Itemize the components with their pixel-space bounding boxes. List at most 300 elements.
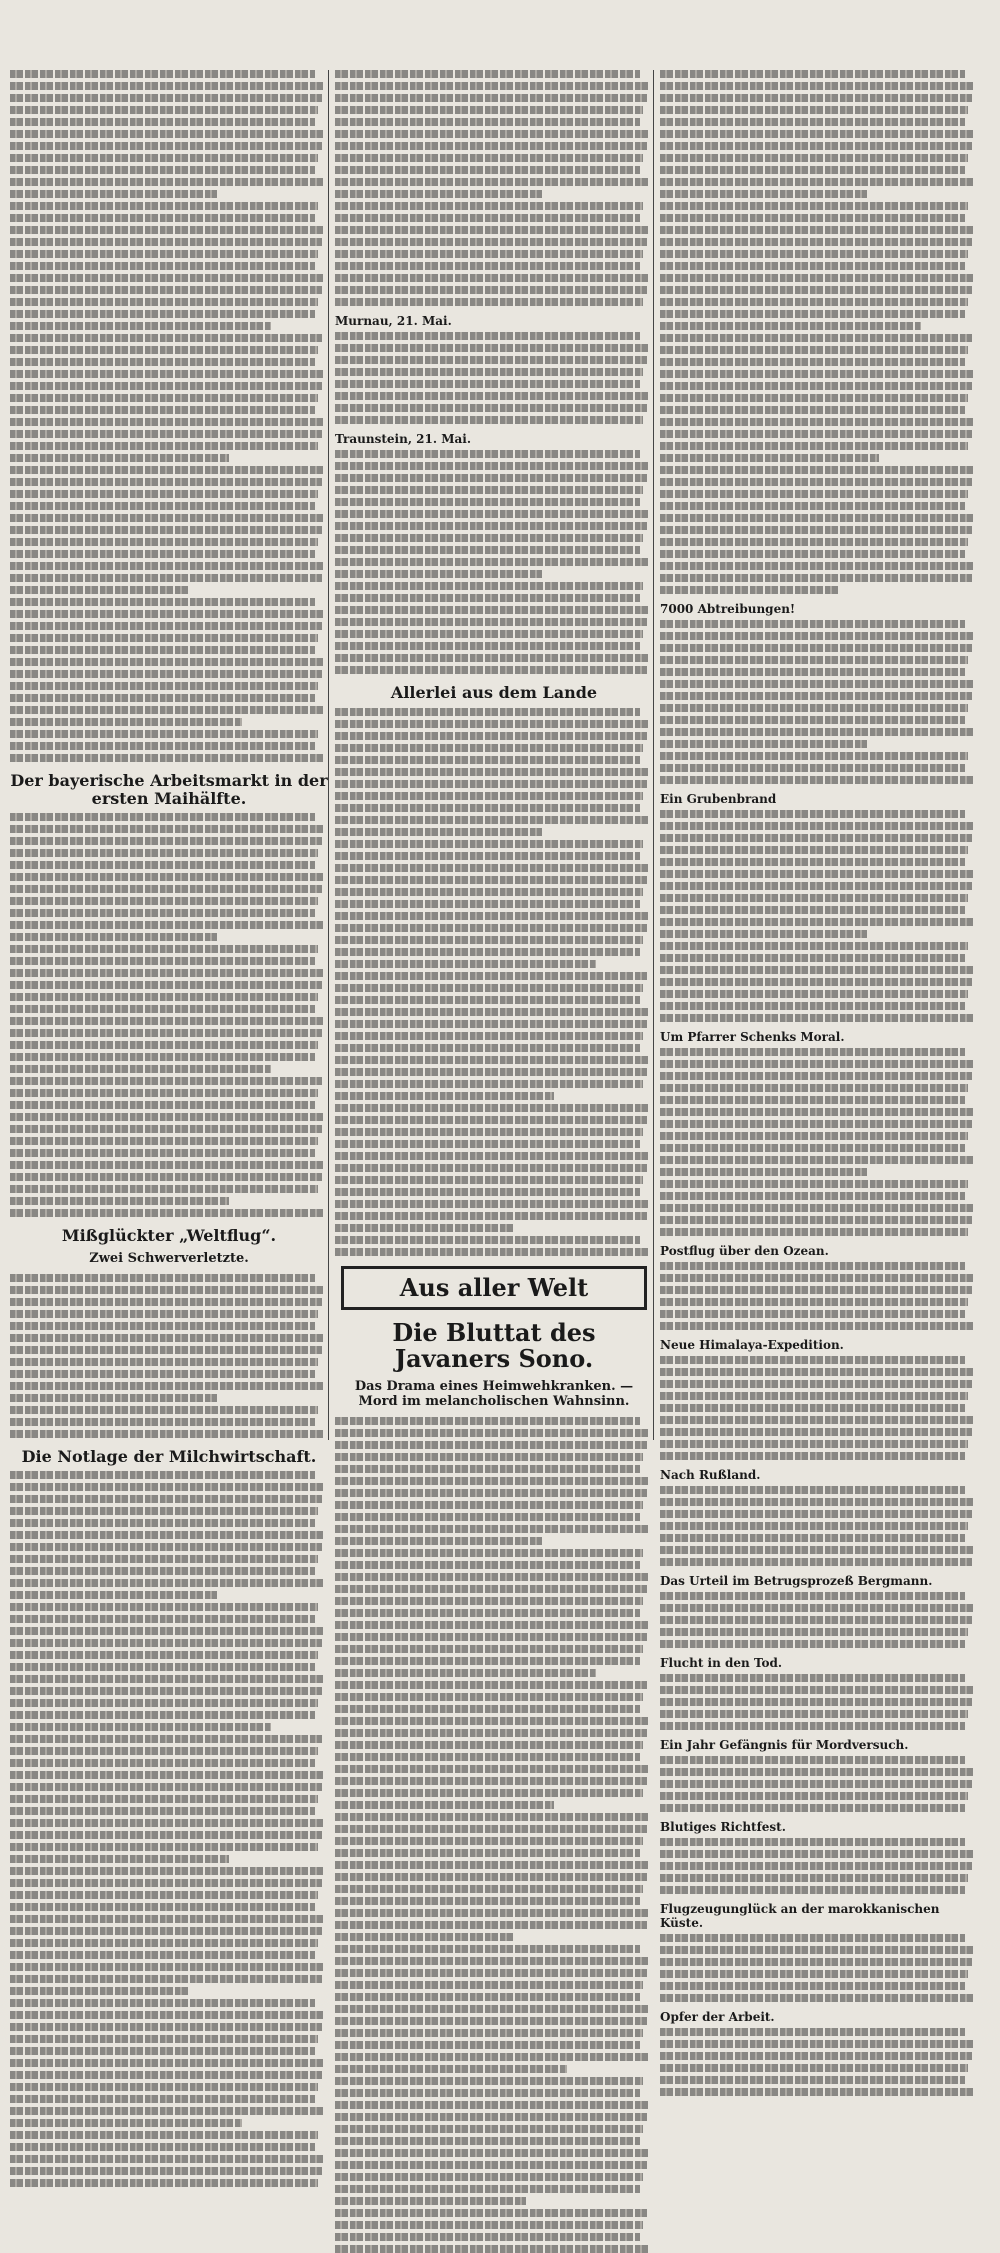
text-line — [10, 2059, 325, 2067]
text-line — [10, 2047, 315, 2055]
text-line — [660, 1452, 965, 1460]
text-line — [10, 1939, 318, 1947]
text-line — [660, 1132, 968, 1140]
text-line — [10, 1855, 229, 1863]
text-line — [10, 202, 318, 210]
text-line — [660, 1874, 968, 1882]
kicker: Neue Himalaya-Expedition. — [660, 1338, 844, 1352]
text-line — [335, 1429, 650, 1437]
text-line — [335, 1501, 643, 1509]
text-line — [10, 430, 322, 438]
text-line — [660, 1380, 972, 1388]
column-right — [660, 70, 978, 2024]
text-line — [335, 558, 650, 566]
text-line — [10, 2155, 325, 2163]
text-line — [10, 142, 322, 150]
text-line — [335, 1825, 647, 1833]
text-line — [335, 666, 647, 674]
text-line — [660, 858, 965, 866]
text-line — [660, 942, 968, 950]
text-line — [10, 598, 315, 606]
section-title: Aus aller Welt — [399, 1272, 589, 1302]
text-line — [335, 570, 542, 578]
text-line — [660, 620, 965, 628]
text-line — [335, 1933, 513, 1941]
text-line — [335, 744, 643, 752]
text-line — [335, 1681, 647, 1689]
text-line — [10, 2083, 318, 2091]
article-body — [10, 70, 328, 762]
text-line — [660, 1970, 968, 1978]
kicker: Nach Rußland. — [660, 1468, 761, 1482]
text-line — [10, 2071, 322, 2079]
text-line — [660, 834, 972, 842]
text-line — [660, 166, 965, 174]
text-line — [660, 538, 968, 546]
text-line — [660, 692, 972, 700]
text-line — [660, 1002, 965, 1010]
text-line — [10, 993, 318, 1001]
text-line — [10, 262, 315, 270]
text-line — [660, 526, 972, 534]
text-line — [10, 1915, 325, 1923]
text-line — [10, 1987, 188, 1995]
text-line — [660, 514, 975, 522]
text-line — [10, 1867, 325, 1875]
text-line — [335, 1212, 647, 1220]
text-line — [660, 1310, 965, 1318]
text-line — [335, 1477, 650, 1485]
text-line — [660, 1356, 965, 1364]
text-line — [335, 2137, 640, 2145]
text-line — [335, 1068, 647, 1076]
article-body — [335, 70, 653, 306]
text-line — [660, 454, 879, 462]
text-line — [10, 1771, 325, 1779]
article-body — [660, 1934, 978, 2002]
headline: Allerlei aus dem Lande — [390, 683, 598, 702]
text-line — [660, 930, 867, 938]
text-line — [335, 274, 650, 282]
text-line — [335, 298, 643, 306]
text-line — [10, 478, 322, 486]
text-line — [335, 1188, 640, 1196]
text-line — [335, 368, 643, 376]
text-line — [335, 202, 643, 210]
text-line — [335, 936, 643, 944]
text-line — [10, 718, 242, 726]
section-box — [341, 1266, 647, 1310]
text-line — [10, 754, 325, 762]
text-line — [660, 1274, 975, 1282]
text-line — [660, 1014, 975, 1022]
text-line — [10, 849, 318, 857]
kicker: Ein Jahr Gefängnis für Mordversuch. — [660, 1738, 909, 1752]
text-line — [10, 670, 322, 678]
text-line — [10, 382, 322, 390]
text-line — [10, 1807, 315, 1815]
text-line — [335, 2221, 643, 2229]
text-line — [335, 380, 640, 388]
text-line — [10, 1735, 322, 1743]
text-line — [10, 1113, 325, 1121]
text-line — [660, 822, 975, 830]
text-line — [660, 442, 968, 450]
text-line — [660, 1982, 965, 1990]
subheadline: Das Drama eines Heimwehkranken. — Mord im melancholischen Wahnsinn. — [354, 1378, 634, 1409]
text-line — [660, 1368, 975, 1376]
text-line — [10, 1065, 271, 1073]
text-line — [660, 1168, 867, 1176]
text-line — [10, 1711, 315, 1719]
text-line — [335, 238, 647, 246]
text-line — [660, 1780, 972, 1788]
article-body — [660, 1592, 978, 1648]
text-line — [335, 876, 647, 884]
text-line — [660, 870, 975, 878]
text-line — [660, 1838, 965, 1846]
text-line — [660, 704, 968, 712]
text-line — [660, 1156, 975, 1164]
text-line — [335, 732, 647, 740]
article-body — [10, 1274, 328, 1438]
text-line — [335, 498, 640, 506]
text-line — [335, 1741, 643, 1749]
text-line — [335, 166, 640, 174]
text-line — [10, 1627, 325, 1635]
text-line — [10, 118, 315, 126]
text-line — [660, 310, 965, 318]
text-line — [660, 1262, 965, 1270]
text-line — [660, 978, 972, 986]
text-line — [335, 1573, 650, 1581]
text-line — [335, 1765, 650, 1773]
text-line — [660, 1628, 968, 1636]
kicker: 7000 Abtreibungen! — [660, 602, 796, 616]
text-line — [10, 1951, 315, 1959]
text-line — [660, 1722, 965, 1730]
text-line — [660, 740, 867, 748]
text-line — [660, 2064, 968, 2072]
text-line — [335, 1224, 513, 1232]
text-line — [10, 1615, 315, 1623]
text-line — [10, 1639, 322, 1647]
text-line — [660, 286, 972, 294]
text-line — [335, 1921, 647, 1929]
text-line — [10, 82, 325, 90]
text-line — [335, 474, 647, 482]
text-line — [10, 1879, 322, 1887]
text-line — [10, 190, 217, 198]
text-line — [10, 1089, 318, 1097]
text-line — [10, 1029, 322, 1037]
text-line — [335, 1993, 640, 2001]
text-line — [335, 392, 650, 400]
kicker: Flugzeugunglück an der marokkanischen Küste. — [660, 1902, 940, 1930]
text-line — [335, 130, 650, 138]
text-line — [10, 274, 325, 282]
text-line — [10, 969, 325, 977]
text-line — [660, 1298, 968, 1306]
article-body — [660, 810, 978, 1022]
column-rule — [328, 70, 329, 1440]
text-line — [10, 622, 322, 630]
text-line — [660, 1322, 975, 1330]
text-line — [335, 70, 640, 78]
text-line — [10, 1831, 322, 1839]
text-line — [10, 94, 322, 102]
text-line — [335, 534, 643, 542]
text-line — [335, 756, 640, 764]
text-line — [335, 1621, 650, 1629]
article-body — [10, 813, 328, 1217]
column-left — [10, 70, 328, 1466]
text-line — [660, 2040, 975, 2048]
text-line — [660, 466, 975, 474]
text-line — [660, 1048, 965, 1056]
text-line — [660, 680, 975, 688]
text-line — [335, 82, 650, 90]
text-line — [10, 2095, 315, 2103]
kicker: Ein Grubenbrand — [660, 792, 777, 806]
text-line — [335, 2005, 650, 2013]
article-body — [10, 1471, 328, 2187]
text-line — [335, 190, 542, 198]
text-line — [660, 70, 965, 78]
text-line — [335, 1152, 650, 1160]
text-line — [335, 546, 640, 554]
text-line — [335, 1441, 647, 1449]
text-line — [335, 606, 650, 614]
text-line — [660, 382, 972, 390]
text-line — [335, 486, 643, 494]
text-line — [335, 888, 643, 896]
text-line — [10, 1495, 322, 1503]
text-line — [660, 358, 965, 366]
text-line — [660, 1616, 972, 1624]
text-line — [335, 1669, 596, 1677]
text-line — [335, 2041, 640, 2049]
text-line — [660, 1592, 965, 1600]
text-line — [335, 1969, 647, 1977]
text-line — [335, 510, 650, 518]
text-line — [10, 1759, 315, 1767]
text-line — [660, 882, 972, 890]
text-line — [660, 1392, 968, 1400]
text-line — [335, 1633, 647, 1641]
text-line — [660, 406, 965, 414]
text-line — [335, 1717, 650, 1725]
article-body — [660, 620, 978, 784]
text-line — [10, 1903, 315, 1911]
text-line — [10, 1567, 315, 1575]
text-line — [335, 1104, 650, 1112]
text-line — [660, 846, 968, 854]
text-line — [660, 1428, 972, 1436]
text-line — [335, 1837, 643, 1845]
text-line — [10, 1687, 322, 1695]
text-line — [335, 522, 647, 530]
article-body — [335, 708, 653, 1256]
text-line — [10, 130, 325, 138]
text-line — [10, 586, 188, 594]
text-line — [660, 728, 975, 736]
text-line — [660, 562, 975, 570]
article-body — [660, 1356, 978, 1460]
text-line — [10, 1603, 318, 1611]
text-line — [10, 1053, 315, 1061]
text-line — [10, 909, 315, 917]
text-line — [335, 996, 640, 1004]
text-line — [335, 1957, 650, 1965]
text-line — [335, 1789, 643, 1797]
headline: Mißglückter „Weltflug“. — [61, 1226, 277, 1246]
text-line — [335, 226, 650, 234]
text-line — [335, 708, 640, 716]
kicker: Flucht in den Tod. — [660, 1656, 783, 1670]
text-line — [660, 178, 975, 186]
text-line — [335, 852, 640, 860]
text-line — [335, 1092, 554, 1100]
text-line — [335, 2185, 640, 2193]
text-line — [10, 1077, 322, 1085]
text-line — [10, 1101, 315, 1109]
text-line — [335, 1200, 650, 1208]
text-line — [660, 298, 968, 306]
text-line — [335, 1080, 643, 1088]
text-line — [335, 2077, 643, 2085]
text-line — [335, 972, 647, 980]
text-line — [335, 2197, 526, 2205]
text-line — [660, 1060, 975, 1068]
text-line — [10, 1531, 325, 1539]
text-line — [335, 780, 647, 788]
text-line — [10, 562, 325, 570]
article-body — [335, 450, 653, 674]
text-line — [10, 238, 322, 246]
text-line — [10, 1370, 315, 1378]
text-line — [660, 118, 965, 126]
text-line — [10, 466, 325, 474]
article-body — [335, 332, 653, 424]
text-line — [10, 1663, 315, 1671]
text-line — [10, 1963, 325, 1971]
text-line — [335, 1645, 643, 1653]
text-line — [660, 94, 972, 102]
text-line — [335, 404, 647, 412]
text-line — [335, 1693, 643, 1701]
text-line — [660, 1710, 968, 1718]
text-line — [335, 2065, 567, 2073]
text-line — [335, 582, 643, 590]
subheadline: Zwei Schwerverletzte. — [89, 1250, 249, 1266]
text-line — [10, 1723, 271, 1731]
text-line — [10, 1483, 325, 1491]
text-line — [335, 2209, 647, 2217]
text-line — [10, 730, 318, 738]
text-line — [660, 810, 965, 818]
text-line — [660, 430, 972, 438]
text-line — [10, 1298, 322, 1306]
text-line — [660, 490, 968, 498]
text-line — [335, 1537, 542, 1545]
kicker: Postflug über den Ozean. — [660, 1244, 829, 1258]
text-line — [10, 1891, 318, 1899]
text-line — [335, 106, 643, 114]
text-line — [335, 900, 640, 908]
text-line — [10, 358, 315, 366]
text-line — [10, 1185, 318, 1193]
text-line — [660, 1934, 965, 1942]
text-line — [335, 864, 650, 872]
text-line — [660, 1850, 975, 1858]
text-line — [660, 370, 975, 378]
text-line — [10, 1651, 318, 1659]
text-line — [660, 894, 968, 902]
text-line — [10, 226, 325, 234]
text-line — [335, 1236, 640, 1244]
text-line — [10, 1975, 322, 1983]
text-line — [10, 406, 315, 414]
text-line — [10, 1747, 318, 1755]
text-line — [10, 2179, 318, 2187]
text-line — [660, 752, 968, 760]
text-line — [335, 2149, 650, 2157]
text-line — [335, 618, 647, 626]
text-line — [660, 668, 965, 676]
text-line — [335, 2173, 643, 2181]
text-line — [10, 550, 315, 558]
text-line — [335, 2233, 640, 2241]
text-line — [335, 1513, 640, 1521]
text-line — [335, 1525, 650, 1533]
text-line — [10, 2119, 242, 2127]
text-line — [335, 462, 650, 470]
text-line — [335, 654, 650, 662]
text-line — [335, 142, 647, 150]
text-line — [335, 1873, 647, 1881]
text-line — [660, 990, 968, 998]
text-line — [335, 250, 643, 258]
text-line — [335, 1801, 554, 1809]
text-line — [660, 1604, 975, 1612]
text-line — [10, 1310, 318, 1318]
text-line — [335, 416, 643, 424]
text-line — [10, 1430, 325, 1438]
text-line — [660, 322, 921, 330]
text-line — [10, 2035, 318, 2043]
text-line — [660, 1498, 975, 1506]
text-line — [335, 1465, 640, 1473]
text-line — [335, 948, 640, 956]
text-line — [660, 1440, 968, 1448]
text-line — [335, 1417, 640, 1425]
text-line — [335, 2053, 650, 2061]
text-line — [10, 837, 322, 845]
text-line — [660, 2028, 965, 2036]
text-line — [10, 694, 315, 702]
text-line — [10, 418, 325, 426]
text-line — [335, 792, 643, 800]
text-line — [335, 1044, 640, 1052]
text-line — [10, 70, 315, 78]
text-line — [660, 550, 965, 558]
text-line — [10, 154, 318, 162]
text-line — [660, 334, 972, 342]
article-body — [335, 1417, 653, 2253]
headline: Der bayerische Arbeitsmarkt in der ersten Maihälfte. — [10, 771, 328, 808]
text-line — [335, 816, 650, 824]
